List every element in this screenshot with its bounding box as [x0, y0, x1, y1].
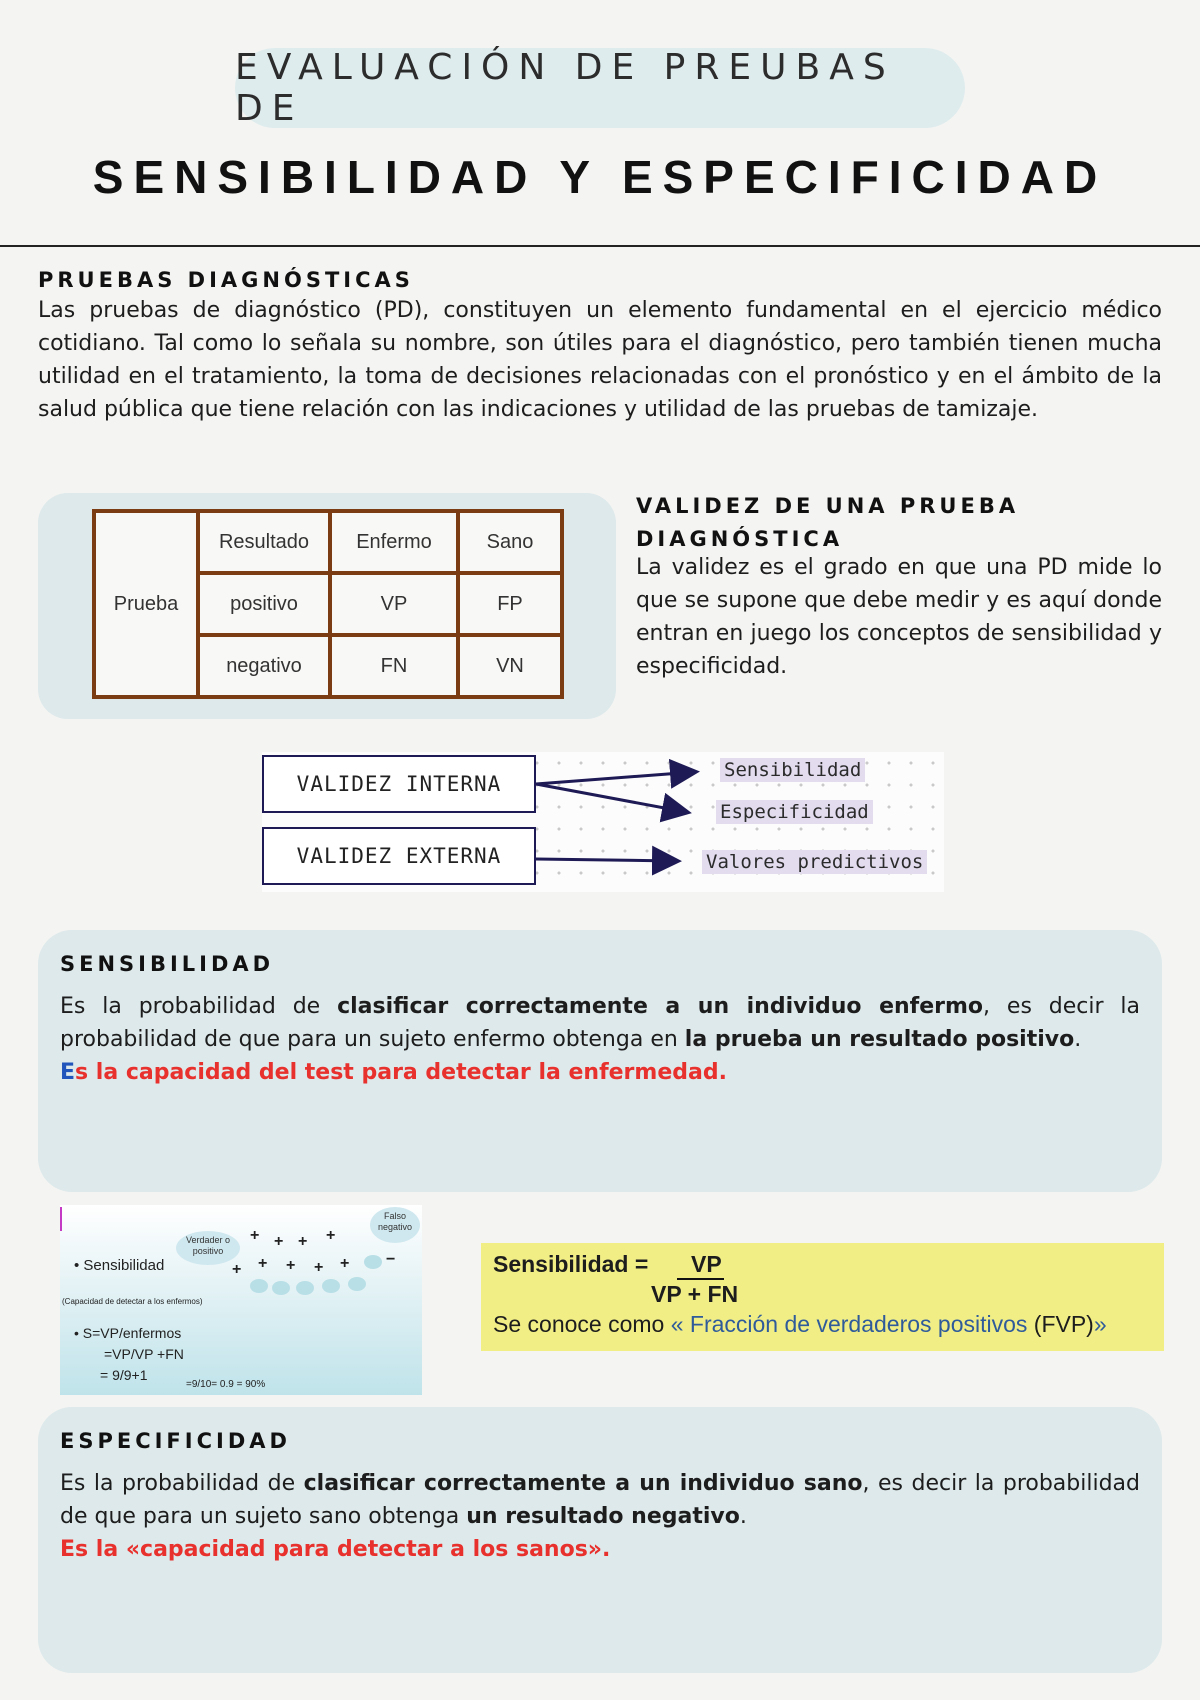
sensibilidad-text	[60, 990, 1140, 1089]
individual-dot	[250, 1279, 268, 1293]
text-initial: E	[60, 1060, 76, 1085]
individual-dot	[296, 1281, 314, 1295]
table-cell: VP	[330, 573, 458, 635]
sensitivity-label: Sensibilidad	[720, 758, 865, 782]
text-span: Es la probabilidad de	[60, 1471, 304, 1496]
table-header-cell: Enfermo	[330, 511, 458, 573]
sensibilidad-panel	[38, 930, 1162, 1192]
fvp-term: « Fracción de verdaderos positivos	[670, 1311, 1034, 1337]
formula-lhs: Sensibilidad =	[493, 1251, 649, 1277]
table-cell: VN	[458, 635, 562, 697]
external-validity-box: VALIDEZ EXTERNA	[262, 827, 536, 885]
sensibilidad-heading: SENSIBILIDAD	[60, 952, 275, 976]
validez-text: La validez es el grado en que una PD mide lo que se supone que debe medir y es aquí donde entran en juego los conceptos de sensibilidad y especificidad.	[636, 555, 1162, 679]
false-negative-bubble: Falso negativo	[370, 1207, 420, 1243]
slide-edge-mark	[60, 1207, 62, 1231]
plus-sign: +	[258, 1255, 268, 1272]
formula-known-as	[493, 1311, 1107, 1338]
plus-sign: +	[326, 1227, 336, 1244]
table-header-cell: Resultado	[198, 511, 330, 573]
internal-validity-box: VALIDEZ INTERNA	[262, 755, 536, 813]
slide-equation: =VP/VP +FN	[104, 1346, 184, 1362]
text-bold: un resultado negativo	[466, 1504, 740, 1529]
title-pill	[235, 48, 965, 128]
slide-note: (Capacidad de detectar a los enfermos)	[62, 1297, 203, 1306]
table-row-label: Prueba	[94, 511, 198, 697]
sensitivity-slide-image	[60, 1205, 422, 1395]
text-span: , es decir la probabilidad de que para un sujeto sano obtenga	[60, 1471, 1140, 1529]
diagnostic-table	[92, 509, 564, 699]
slide-result: =9/10= 0.9 = 90%	[186, 1379, 266, 1390]
individual-dot	[364, 1255, 382, 1269]
table-cell: negativo	[198, 635, 330, 697]
validez-heading: VALIDEZ DE UNA PRUEBA DIAGNÓSTICA	[636, 494, 1020, 551]
individual-dot	[272, 1281, 290, 1295]
table-header-cell: Sano	[458, 511, 562, 573]
slide-bullet-sensibilidad: • Sensibilidad	[74, 1257, 165, 1274]
plus-sign: +	[274, 1233, 284, 1250]
plus-sign: +	[298, 1233, 308, 1250]
text-span: Es la probabilidad de	[60, 994, 338, 1019]
text-span: , es decir la probabilidad de que para un sujeto enfermo obtenga en	[60, 994, 1140, 1052]
true-positive-bubble: Verdader o positivo	[176, 1231, 240, 1265]
minus-sign: −	[386, 1251, 396, 1268]
individual-dot	[348, 1277, 366, 1291]
formula-denominator: VP + FN	[651, 1281, 739, 1307]
validity-diagram	[262, 752, 944, 892]
predictive-values-label: Valores predictivos	[702, 850, 927, 874]
text-span: Se conoce como	[493, 1311, 671, 1337]
table-cell: positivo	[198, 573, 330, 635]
pruebas-text: Las pruebas de diagnóstico (PD), constituyen un elemento fundamental en el ejercicio médico cotidiano. Tal como lo señala su nombre, son útiles para el diagnóstico, pero también tienen mucha utilidad en el tratamiento, la toma de decisiones relacionadas con el pronóstico y en el ámbito de la salud pública que tiene relación con las indicaciones y utilidad de las pruebas de tamizaje.	[38, 298, 1162, 422]
text-span: .	[1074, 1027, 1082, 1052]
text-span: »	[1093, 1311, 1107, 1337]
text-span: .	[739, 1504, 747, 1529]
fvp-abbrev: (FVP)	[1033, 1311, 1094, 1337]
text-bold: clasificar correctamente a un individuo sano	[303, 1471, 863, 1496]
sensitivity-formula-box	[481, 1243, 1164, 1351]
table-cell: FN	[330, 635, 458, 697]
title-line1: EVALUACIÓN DE PREUBAS DE	[235, 47, 895, 129]
table-cell: FP	[458, 573, 562, 635]
plus-sign: +	[250, 1227, 260, 1244]
page-title: SENSIBILIDAD Y ESPECIFICIDAD	[92, 151, 1108, 203]
especificidad-heading: ESPECIFICIDAD	[60, 1429, 291, 1453]
specificity-label: Especificidad	[716, 800, 873, 824]
individual-dot	[322, 1279, 340, 1293]
table-row	[94, 511, 562, 573]
text-bold: la prueba un resultado positivo	[684, 1027, 1075, 1052]
formula-numerator: VP	[677, 1251, 724, 1280]
header-divider	[0, 245, 1200, 247]
especificidad-panel	[38, 1407, 1162, 1673]
slide-equation: = 9/9+1	[100, 1367, 148, 1383]
plus-sign: +	[286, 1257, 296, 1274]
especificidad-highlight: Es la «capacidad para detectar a los sanos».	[60, 1537, 611, 1562]
sensibilidad-highlight: s la capacidad del test para detectar la enfermedad.	[75, 1060, 727, 1085]
plus-sign: +	[340, 1255, 350, 1272]
plus-sign: +	[232, 1261, 242, 1278]
especificidad-text	[60, 1467, 1140, 1566]
plus-sign: +	[314, 1259, 324, 1276]
pruebas-heading: PRUEBAS DIAGNÓSTICAS	[38, 268, 414, 292]
slide-bullet-formula: • S=VP/enfermos	[74, 1325, 182, 1341]
text-bold: clasificar correctamente a un individuo enfermo	[337, 994, 984, 1019]
